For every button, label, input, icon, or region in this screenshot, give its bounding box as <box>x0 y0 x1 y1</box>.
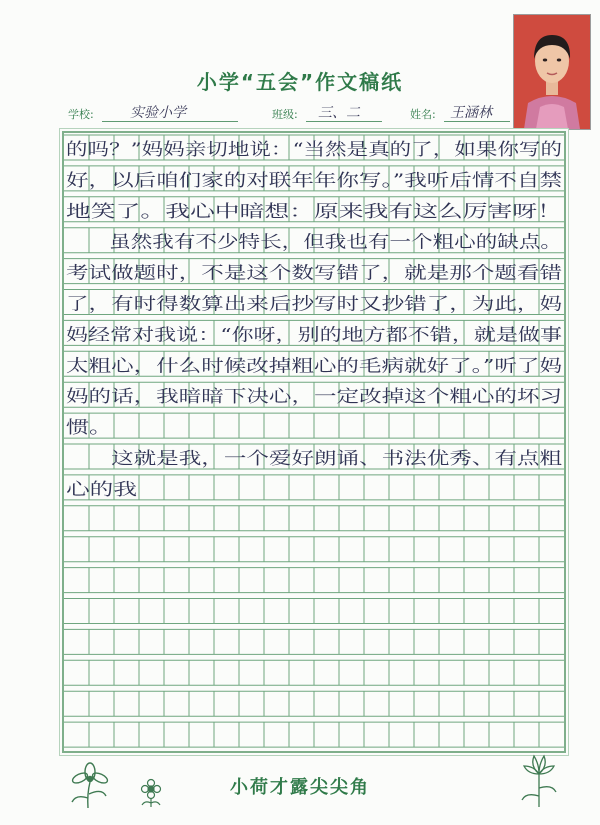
flower-icon <box>62 758 114 810</box>
essay-line: 这就是我，一个爱好朗诵、书法优秀、有点粗 <box>66 449 440 469</box>
grid-row <box>64 568 564 593</box>
essay-line: 好，以后咱们家的对联年年你写。”我听后情不自禁 <box>66 170 441 191</box>
essay-line: 惯。 <box>66 418 112 439</box>
small-flower-icon <box>136 778 166 808</box>
grid-row <box>64 722 564 747</box>
essay-line: 的吗？”妈妈亲切地说：“当然是真的了，如果你写的 <box>66 140 562 160</box>
class-label: 班级: <box>272 108 298 121</box>
name-value: 王涵林 <box>450 105 492 121</box>
grid-lines <box>64 133 564 751</box>
class-field <box>272 104 382 126</box>
grid-row <box>64 506 564 531</box>
essay-line: 地笑了。我心中暗想：原来我有这么厉害呀！ <box>66 201 562 222</box>
grid-row <box>64 413 564 438</box>
grid-row <box>64 629 564 654</box>
footer-slogan: 小荷才露尖尖角 <box>230 777 370 798</box>
lotus-icon <box>516 752 562 808</box>
grid-row <box>64 475 564 500</box>
grid-row <box>64 660 564 685</box>
school-value: 实验小学 <box>130 105 186 121</box>
paper-title: 小学“五会”作文稿纸 <box>196 70 404 94</box>
name-field <box>410 104 510 126</box>
essay-line: 了，有时得数算出来后抄写时又抄错了，为此，妈 <box>66 294 562 315</box>
name-label: 姓名: <box>410 108 436 121</box>
essay-line: 妈的话，我暗暗下决心，一定改掉这个粗心的坏习 <box>66 387 440 408</box>
essay-line: 虽然我有不少特长，但我也有一个粗心的缺点。 <box>66 232 457 253</box>
student-photo <box>513 14 591 130</box>
essay-line: 太粗心，什么时候改掉粗心的毛病就好了。”听了妈 <box>66 356 441 377</box>
school-label: 学校: <box>68 108 94 121</box>
grid-row <box>64 691 564 716</box>
grid-row <box>64 599 564 624</box>
writing-grid <box>62 131 566 753</box>
class-value: 三、二 <box>318 105 360 121</box>
grid-row <box>64 537 564 562</box>
essay-line: 心的我 <box>66 479 137 500</box>
essay-line: 妈经常对我说：“你呀，别的地方都不错，就是做事 <box>66 325 562 346</box>
school-field <box>68 104 238 126</box>
essay-line: 考试做题时，不是这个数写错了，就是那个题看错 <box>66 263 562 284</box>
